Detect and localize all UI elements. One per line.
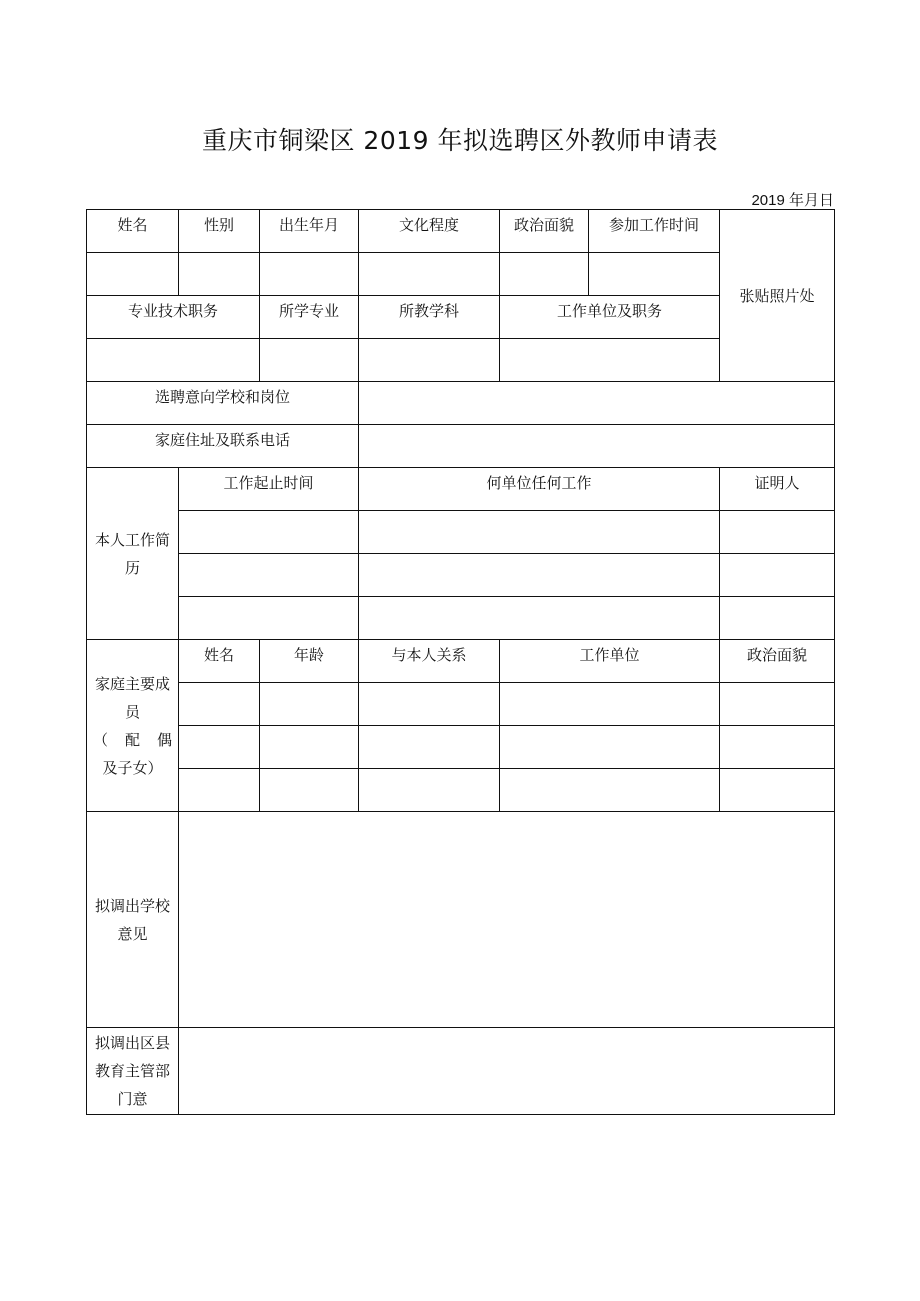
family-unit-header: 工作单位 bbox=[500, 640, 720, 683]
resume-unit-job-header: 何单位任何工作 bbox=[359, 468, 720, 511]
family-age-cell[interactable] bbox=[260, 683, 359, 726]
subject-label: 所教学科 bbox=[359, 296, 500, 339]
resume-unit-job-cell[interactable] bbox=[359, 597, 720, 640]
family-label bbox=[87, 640, 179, 812]
education-label: 文化程度 bbox=[359, 210, 500, 253]
family-label-line2: （配偶 bbox=[93, 730, 172, 749]
education-field[interactable] bbox=[359, 253, 500, 296]
work-start-label: 参加工作时间 bbox=[589, 210, 720, 253]
school-post-label: 选聘意向学校和岗位 bbox=[87, 382, 359, 425]
gender-field[interactable] bbox=[179, 253, 260, 296]
gender-label: 性别 bbox=[179, 210, 260, 253]
resume-unit-job-cell[interactable] bbox=[359, 511, 720, 554]
family-age-cell[interactable] bbox=[260, 726, 359, 769]
form-title: 重庆市铜梁区 2019 年拟选聘区外教师申请表 bbox=[201, 126, 719, 155]
title-rank-label: 专业技术职务 bbox=[87, 296, 260, 339]
family-unit-cell[interactable] bbox=[500, 769, 720, 812]
family-relation-cell[interactable] bbox=[359, 769, 500, 812]
district-opinion-field[interactable] bbox=[179, 1028, 835, 1115]
resume-witness-cell[interactable] bbox=[720, 511, 835, 554]
application-form-table bbox=[86, 209, 835, 1115]
major-label: 所学专业 bbox=[260, 296, 359, 339]
resume-witness-cell[interactable] bbox=[720, 597, 835, 640]
family-label-line1: 家庭主要成员 bbox=[94, 674, 170, 721]
subject-field[interactable] bbox=[359, 339, 500, 382]
family-relation-cell[interactable] bbox=[359, 683, 500, 726]
name-label: 姓名 bbox=[87, 210, 179, 253]
family-relation-cell[interactable] bbox=[359, 726, 500, 769]
political-field[interactable] bbox=[500, 253, 589, 296]
resume-period-header: 工作起止时间 bbox=[179, 468, 359, 511]
family-political-cell[interactable] bbox=[720, 683, 835, 726]
title-rank-field[interactable] bbox=[87, 339, 260, 382]
address-phone-label: 家庭住址及联系电话 bbox=[87, 425, 359, 468]
school-opinion-label: 拟调出学校意见 bbox=[87, 812, 179, 1028]
family-label-line3: 及子女） bbox=[102, 758, 163, 777]
unit-position-field[interactable] bbox=[500, 339, 720, 382]
family-relation-header: 与本人关系 bbox=[359, 640, 500, 683]
resume-period-cell[interactable] bbox=[179, 597, 359, 640]
resume-witness-cell[interactable] bbox=[720, 554, 835, 597]
family-political-cell[interactable] bbox=[720, 726, 835, 769]
family-political-header: 政治面貌 bbox=[720, 640, 835, 683]
family-age-cell[interactable] bbox=[260, 769, 359, 812]
birth-label: 出生年月 bbox=[260, 210, 359, 253]
family-unit-cell[interactable] bbox=[500, 726, 720, 769]
work-start-field[interactable] bbox=[589, 253, 720, 296]
family-unit-cell[interactable] bbox=[500, 683, 720, 726]
resume-witness-header: 证明人 bbox=[720, 468, 835, 511]
family-name-cell[interactable] bbox=[179, 726, 260, 769]
family-age-header: 年龄 bbox=[260, 640, 359, 683]
school-post-field[interactable] bbox=[359, 382, 835, 425]
address-phone-field[interactable] bbox=[359, 425, 835, 468]
unit-position-label: 工作单位及职务 bbox=[500, 296, 720, 339]
photo-slot[interactable]: 张贴照片处 bbox=[720, 210, 835, 382]
resume-unit-job-cell[interactable] bbox=[359, 554, 720, 597]
family-name-cell[interactable] bbox=[179, 769, 260, 812]
district-opinion-label: 拟调出区县教育主管部门意 bbox=[87, 1028, 179, 1115]
family-name-cell[interactable] bbox=[179, 683, 260, 726]
major-field[interactable] bbox=[260, 339, 359, 382]
resume-label: 本人工作简历 bbox=[87, 468, 179, 640]
resume-period-cell[interactable] bbox=[179, 554, 359, 597]
family-political-cell[interactable] bbox=[720, 769, 835, 812]
family-name-header: 姓名 bbox=[179, 640, 260, 683]
school-opinion-field[interactable] bbox=[179, 812, 835, 1028]
form-date: 2019 年月日 bbox=[751, 192, 834, 209]
name-field[interactable] bbox=[87, 253, 179, 296]
resume-period-cell[interactable] bbox=[179, 511, 359, 554]
political-label: 政治面貌 bbox=[500, 210, 589, 253]
birth-field[interactable] bbox=[260, 253, 359, 296]
